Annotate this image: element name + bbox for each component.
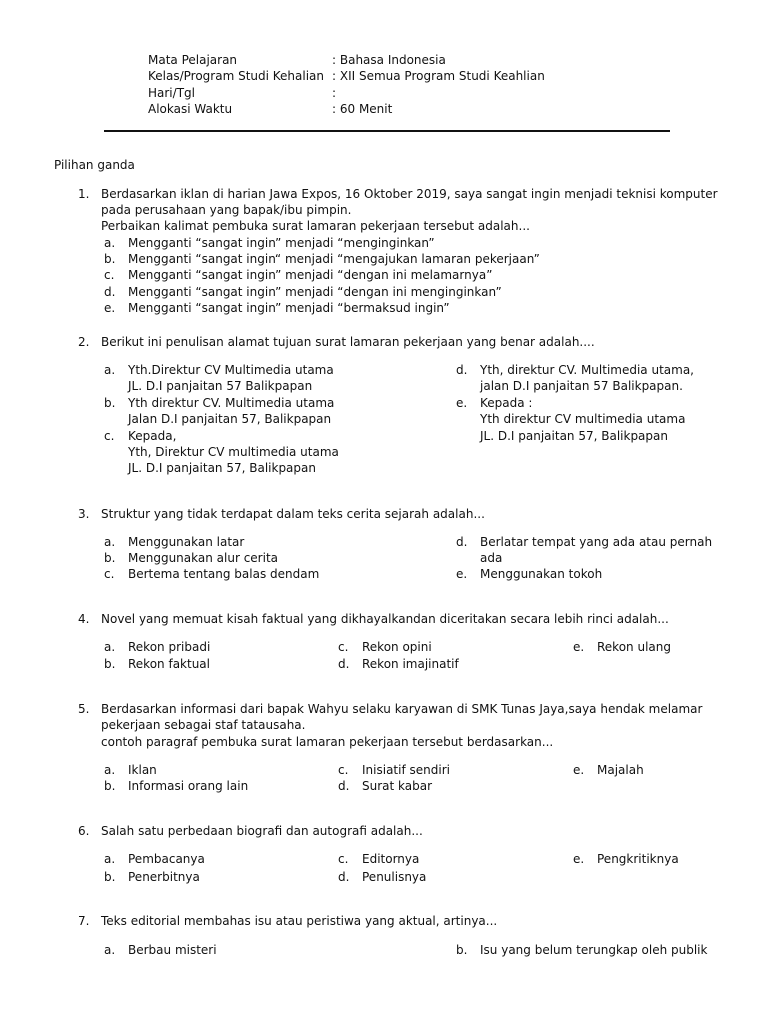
option-text: JL. D.I panjaitan 57, Balikpapan: [128, 461, 316, 475]
header-value-class: : XII Semua Program Studi Keahlian: [332, 69, 545, 83]
question-text: Berdasarkan informasi dari bapak Wahyu selaku karyawan di SMK Tunas Jaya,saya hendak melamar: [101, 702, 703, 716]
question-text: contoh paragraf pembuka surat lamaran pekerjaan tersebut berdasarkan...: [101, 735, 554, 749]
option-text: Penerbitnya: [128, 870, 200, 884]
option-letter: c.: [338, 763, 349, 777]
question-text: pekerjaan sebagai staf tatausaha.: [101, 718, 306, 732]
option-text: Yth, direktur CV. Multimedia utama,: [480, 363, 694, 377]
option-text: Yth.Direktur CV Multimedia utama: [128, 363, 334, 377]
option-text: Yth direktur CV multimedia utama: [480, 412, 686, 426]
question-text: Berikut ini penulisan alamat tujuan surat lamaran pekerjaan yang benar adalah....: [101, 335, 595, 349]
option-text: Mengganti “sangat ingin” menjadi “bermaksud ingin”: [128, 301, 450, 315]
option-text: Kepada,: [128, 429, 177, 443]
option-letter: a.: [104, 363, 116, 377]
option-letter: e.: [104, 301, 116, 315]
option-text: Majalah: [597, 763, 644, 777]
option-letter: b.: [104, 551, 116, 565]
option-text: Inisiatif sendiri: [362, 763, 450, 777]
option-text: Rekon imajinatif: [362, 657, 459, 671]
option-text: Jalan D.I panjaitan 57, Balikpapan: [128, 412, 332, 426]
option-text: ada: [480, 551, 503, 565]
option-letter: b.: [104, 396, 116, 410]
header-value-date: :: [332, 86, 337, 100]
option-text: Yth direktur CV. Multimedia utama: [128, 396, 335, 410]
option-text: Mengganti “sangat ingin” menjadi “dengan ini melamarnya”: [128, 268, 493, 282]
header-label-class: Kelas/Program Studi Kehalian: [148, 69, 325, 83]
option-letter: c.: [338, 852, 349, 866]
option-text: Editornya: [362, 852, 420, 866]
header-value-time: : 60 Menit: [332, 102, 393, 116]
option-letter: a.: [104, 236, 116, 250]
option-text: Iklan: [128, 763, 157, 777]
option-text: Informasi orang lain: [128, 779, 249, 793]
option-text: Berlatar tempat yang ada atau pernah: [480, 535, 713, 549]
question-number: 2.: [78, 335, 90, 349]
option-text: Mengganti “sangat ingin“ menjadi “mengajukan lamaran pekerjaan”: [128, 252, 540, 266]
option-text: Pengkritiknya: [597, 852, 679, 866]
option-letter: d.: [456, 363, 468, 377]
option-text: Isu yang belum terungkap oleh publik: [480, 943, 708, 957]
option-letter: c.: [338, 640, 349, 654]
option-letter: d.: [338, 657, 350, 671]
question-number: 5.: [78, 702, 90, 716]
option-letter: e.: [573, 852, 585, 866]
option-letter: a.: [104, 640, 116, 654]
option-letter: d.: [338, 779, 350, 793]
question-text: Salah satu perbedaan biografi dan autografi adalah...: [101, 824, 423, 838]
option-text: Menggunakan tokoh: [480, 567, 603, 581]
option-letter: b.: [104, 657, 116, 671]
option-letter: c.: [104, 429, 115, 443]
header-divider: [104, 130, 670, 132]
option-text: Yth, Direktur CV multimedia utama: [128, 445, 339, 459]
option-letter: a.: [104, 535, 116, 549]
option-letter: d.: [338, 870, 350, 884]
option-text: Berbau misteri: [128, 943, 217, 957]
option-letter: d.: [104, 285, 116, 299]
option-letter: d.: [456, 535, 468, 549]
option-letter: c.: [104, 268, 115, 282]
question-number: 4.: [78, 612, 90, 626]
option-text: Kepada :: [480, 396, 533, 410]
option-letter: a.: [104, 852, 116, 866]
option-text: Rekon pribadi: [128, 640, 211, 654]
option-letter: b.: [456, 943, 468, 957]
option-letter: e.: [456, 567, 468, 581]
option-text: Rekon opini: [362, 640, 432, 654]
option-letter: b.: [104, 779, 116, 793]
question-text: Perbaikan kalimat pembuka surat lamaran pekerjaan tersebut adalah...: [101, 219, 530, 233]
section-title: Pilihan ganda: [54, 158, 135, 172]
option-letter: e.: [573, 640, 585, 654]
option-letter: b.: [104, 252, 116, 266]
option-letter: a.: [104, 943, 116, 957]
option-text: jalan D.I panjaitan 57 Balikpapan.: [480, 379, 683, 393]
question-text: Berdasarkan iklan di harian Jawa Expos, 16 Oktober 2019, saya sangat ingin menjadi teknisi komputer: [101, 187, 718, 201]
option-text: Bertema tentang balas dendam: [128, 567, 320, 581]
option-text: Surat kabar: [362, 779, 433, 793]
question-text: pada perusahaan yang bapak/ibu pimpin.: [101, 203, 352, 217]
header-label-time: Alokasi Waktu: [148, 102, 233, 116]
question-text: Struktur yang tidak terdapat dalam teks cerita sejarah adalah...: [101, 507, 485, 521]
option-letter: c.: [104, 567, 115, 581]
option-letter: e.: [456, 396, 468, 410]
option-text: Menggunakan alur cerita: [128, 551, 278, 565]
question-number: 3.: [78, 507, 90, 521]
option-letter: a.: [104, 763, 116, 777]
question-number: 6.: [78, 824, 90, 838]
question-number: 7.: [78, 914, 90, 928]
option-text: JL. D.I panjaitan 57, Balikpapan: [480, 429, 668, 443]
header-label-subject: Mata Pelajaran: [148, 53, 238, 67]
question-text: Novel yang memuat kisah faktual yang dikhayalkandan diceritakan secara lebih rinci adalah...: [101, 612, 669, 626]
question-text: Teks editorial membahas isu atau peristiwa yang aktual, artinya...: [101, 914, 498, 928]
header-label-date: Hari/Tgl: [148, 86, 195, 100]
header-value-subject: : Bahasa Indonesia: [332, 53, 446, 67]
option-text: Pembacanya: [128, 852, 205, 866]
option-letter: b.: [104, 870, 116, 884]
option-letter: e.: [573, 763, 585, 777]
option-text: Penulisnya: [362, 870, 427, 884]
option-text: Mengganti “sangat ingin” menjadi “menginginkan”: [128, 236, 435, 250]
option-text: Rekon ulang: [597, 640, 671, 654]
question-number: 1.: [78, 187, 90, 201]
option-text: JL. D.I panjaitan 57 Balikpapan: [128, 379, 313, 393]
option-text: Menggunakan latar: [128, 535, 245, 549]
option-text: Mengganti “sangat ingin” menjadi “dengan ini menginginkan”: [128, 285, 502, 299]
option-text: Rekon faktual: [128, 657, 210, 671]
